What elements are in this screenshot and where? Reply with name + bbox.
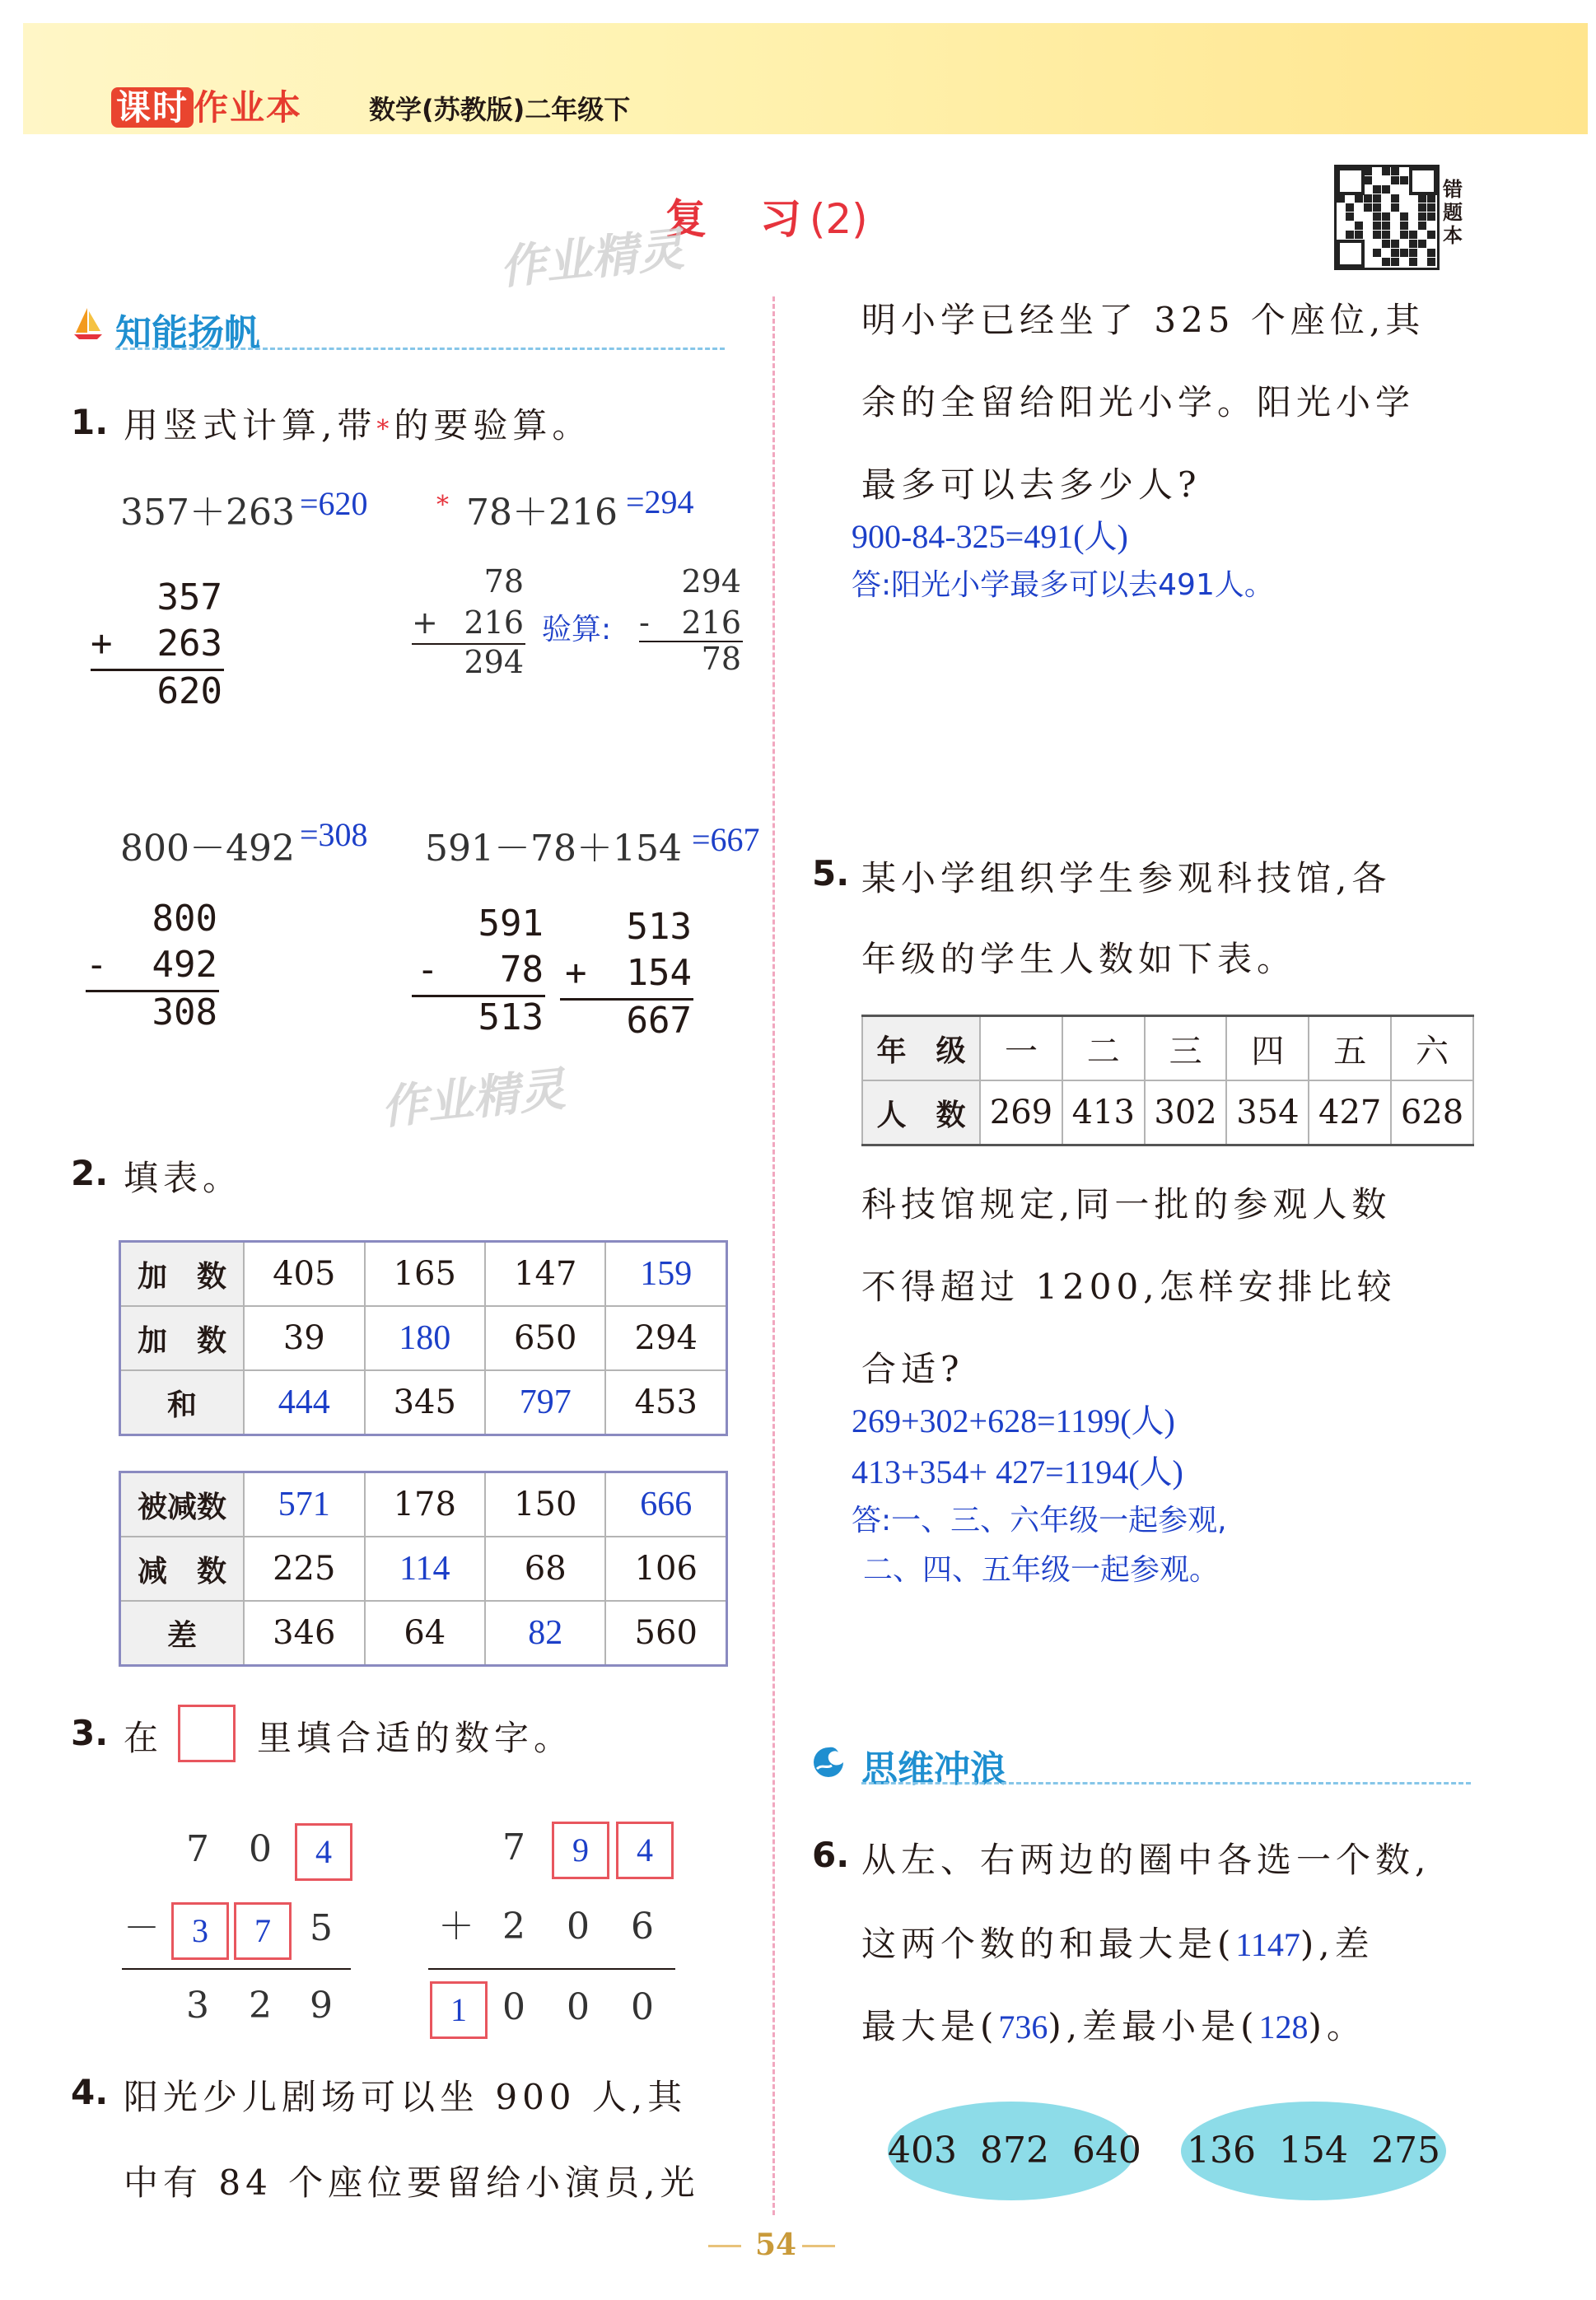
row-header: 加 数 (120, 1242, 245, 1307)
table-cell: 147 (485, 1242, 605, 1307)
blank-box-icon (178, 1705, 236, 1762)
vertical-operator: - (86, 944, 108, 986)
calc-line (428, 1968, 675, 1970)
wave-icon (810, 1744, 847, 1780)
table-cell: 三 (1145, 1016, 1227, 1081)
vertical-result: 667 (626, 1000, 692, 1042)
digit: － (124, 1907, 160, 1949)
table-cell: 159 (605, 1242, 726, 1307)
table-cell: 302 (1145, 1080, 1227, 1145)
page-number-dash (802, 2245, 835, 2247)
table-cell: 427 (1309, 1080, 1391, 1145)
answer: 128 (1258, 2008, 1309, 2046)
blank-box[interactable]: 1 (430, 1981, 488, 2039)
table-cell: 165 (365, 1242, 485, 1307)
table-cell: 797 (485, 1370, 605, 1435)
answer-sentence: 答:一、三、六年级一起参观, (852, 1504, 1227, 1537)
question-number: 1. (71, 402, 109, 442)
answer-equation: 269+302+628=1199(人) (852, 1402, 1175, 1439)
vertical-top: 294 (681, 563, 741, 599)
row-header: 加 数 (120, 1306, 245, 1370)
question-number: 5. (812, 853, 850, 893)
table-row (120, 1306, 727, 1370)
table-row (120, 1242, 727, 1307)
section-heading: 思维冲浪 (861, 1748, 1006, 1790)
table-cell: 453 (605, 1370, 726, 1435)
question-number: 4. (71, 2072, 109, 2112)
vertical-operator: - (417, 949, 439, 991)
qr-code-icon[interactable] (1334, 165, 1440, 270)
table-row (120, 1472, 727, 1537)
table-cell: 413 (1062, 1080, 1145, 1145)
digit: 5 (310, 1907, 333, 1949)
expression: 800－492 (120, 828, 295, 870)
page-title: 复 习(2) (665, 195, 868, 243)
table-cell: 64 (365, 1601, 485, 1666)
table-cell: 五 (1309, 1016, 1391, 1081)
blank-box[interactable]: 3 (171, 1902, 229, 1960)
table-cell: 一 (980, 1016, 1062, 1081)
vertical-top: 800 (152, 898, 217, 940)
table-cell: 666 (605, 1472, 726, 1537)
text-line: 明小学已经坐了 325 个座位,其 (861, 300, 1426, 340)
table-row (120, 1601, 727, 1666)
text-line: 科技馆规定,同一批的参观人数 (861, 1184, 1392, 1225)
table-cell: 405 (244, 1242, 364, 1307)
text-line: 中有 84 个座位要留给小演员,光 (124, 2162, 700, 2203)
text-line: 年级的学生人数如下表。 (861, 939, 1297, 979)
answer: =667 (692, 821, 760, 858)
table-cell: 114 (365, 1537, 485, 1601)
table-cell: 二 (1062, 1016, 1145, 1081)
text-line: 不得超过 1200,怎样安排比较 (861, 1267, 1397, 1307)
vertical-result: 620 (156, 670, 222, 712)
question-number: 3. (71, 1713, 109, 1753)
table-cell: 178 (365, 1472, 485, 1537)
star-icon: * (436, 491, 449, 520)
digit: 0 (249, 1828, 272, 1870)
star-icon: * (376, 415, 394, 444)
question-number: 2. (71, 1153, 109, 1193)
row-header: 差 (120, 1601, 245, 1666)
vertical-bottom: 492 (152, 944, 217, 986)
table-cell: 六 (1391, 1016, 1473, 1081)
text-line: 最多可以去多少人? (861, 464, 1202, 505)
table-row (120, 1537, 727, 1601)
vertical-top: 513 (626, 906, 692, 948)
table-cell: 39 (244, 1306, 364, 1370)
table-row (862, 1016, 1473, 1081)
vertical-operator: - (639, 604, 650, 641)
question-prompt: 用竖式计算,带*的要验算。 (124, 405, 592, 446)
table-cell: 225 (244, 1537, 364, 1601)
expression: 78＋216 (466, 492, 618, 534)
calc-line (122, 1968, 351, 1970)
text-line: 合适? (861, 1349, 964, 1389)
table-cell: 628 (1391, 1080, 1473, 1145)
vertical-result: 513 (478, 996, 544, 1038)
table-cell: 68 (485, 1537, 605, 1601)
digit: ＋ (438, 1906, 474, 1948)
section-heading: 知能扬帆 (115, 312, 260, 354)
addition-table (119, 1240, 728, 1436)
table-cell: 82 (485, 1601, 605, 1666)
digit: 0 (631, 1986, 654, 2028)
vertical-operator: + (91, 623, 113, 665)
brand-icon: 课时 (111, 87, 194, 128)
table-cell: 560 (605, 1601, 726, 1666)
blank-box[interactable]: 9 (552, 1822, 609, 1879)
section-underline (861, 1782, 1471, 1784)
digit: 6 (631, 1906, 654, 1948)
row-header: 被减数 (120, 1472, 245, 1537)
section-underline (115, 348, 725, 350)
expression: 591－78＋154 (425, 828, 682, 870)
table-row (862, 1080, 1473, 1145)
blank-box[interactable]: 7 (234, 1902, 292, 1960)
brand-text: 作业本 (194, 87, 303, 128)
question-number: 6. (812, 1835, 850, 1875)
answer: =620 (300, 485, 368, 522)
answer-sentence: 二、四、五年级一起参观。 (863, 1553, 1220, 1587)
brand-logo (111, 81, 302, 130)
left-number-oval: 403 872 640 (888, 2102, 1135, 2200)
table-cell: 354 (1226, 1080, 1309, 1145)
page-number-dash (708, 2245, 741, 2247)
text-line: 余的全留给阳光小学。阳光小学 (861, 382, 1416, 422)
watermark: 作业精灵 (497, 222, 687, 296)
grade-count-table (861, 1015, 1474, 1146)
check-label: 验算: (542, 613, 612, 646)
table-cell: 571 (244, 1472, 364, 1537)
vertical-bottom: 216 (464, 604, 524, 641)
vertical-top: 78 (483, 563, 524, 599)
vertical-top: 591 (478, 903, 544, 945)
table-cell: 269 (980, 1080, 1062, 1145)
answer: 1147 (1235, 1926, 1300, 1963)
table-cell: 四 (1226, 1016, 1309, 1081)
vertical-bottom: 154 (626, 952, 692, 994)
digit: 7 (502, 1826, 525, 1868)
answer: 736 (998, 2008, 1048, 2046)
column-divider (772, 296, 775, 2215)
text-line: 从左、右两边的圈中各选一个数, (861, 1840, 1431, 1880)
vertical-result: 308 (152, 991, 217, 1033)
vertical-bottom: 216 (681, 604, 741, 641)
question-prompt-b: 里填合适的数字。 (257, 1718, 574, 1758)
table-cell: 650 (485, 1306, 605, 1370)
blank-box[interactable]: 4 (616, 1822, 674, 1879)
digit: 7 (186, 1828, 209, 1870)
digit: 0 (502, 1986, 525, 2028)
table-cell: 444 (244, 1370, 364, 1435)
digit: 2 (502, 1906, 525, 1948)
vertical-operator: + (565, 952, 587, 994)
table-cell: 346 (244, 1601, 364, 1666)
table-cell: 180 (365, 1306, 485, 1370)
subtraction-table (119, 1471, 728, 1667)
row-header: 减 数 (120, 1537, 245, 1601)
answer-sentence: 答:阳光小学最多可以去491人。 (852, 568, 1274, 602)
table-row (120, 1370, 727, 1435)
digit: 2 (249, 1985, 272, 2027)
watermark: 作业精灵 (378, 1062, 568, 1136)
vertical-bottom: 263 (156, 623, 222, 665)
expression: 357＋263 (120, 492, 295, 534)
blank-box[interactable]: 4 (295, 1823, 352, 1881)
vertical-result: 294 (464, 644, 524, 680)
table-cell: 106 (605, 1537, 726, 1601)
text-line: 这两个数的和最大是(1147),差 (861, 1924, 1374, 1964)
vertical-result: 78 (701, 641, 741, 677)
digit: 3 (186, 1985, 209, 2027)
digit: 9 (310, 1985, 333, 2027)
answer-equation: 413+354+ 427=1194(人) (852, 1453, 1183, 1491)
answer: =294 (626, 483, 694, 520)
vertical-operator: + (412, 604, 438, 641)
answer: =308 (300, 816, 368, 853)
text-line: 最大是(736),差最小是(128)。 (861, 2006, 1366, 2046)
table-cell: 150 (485, 1472, 605, 1537)
row-header: 年 级 (862, 1016, 980, 1081)
digit: 0 (567, 1986, 590, 2028)
page-number: 54 (755, 2228, 797, 2262)
vertical-bottom: 78 (500, 949, 544, 991)
table-cell: 345 (365, 1370, 485, 1435)
digit: 0 (567, 1906, 590, 1948)
subject-label: 数学(苏教版)二年级下 (369, 94, 631, 125)
row-header: 人 数 (862, 1080, 980, 1145)
question-prompt: 填表。 (124, 1158, 243, 1198)
right-number-oval: 136 154 275 (1181, 2102, 1446, 2200)
sail-icon (72, 306, 104, 341)
row-header: 和 (120, 1370, 245, 1435)
text-line: 阳光少儿剧场可以坐 900 人,其 (124, 2077, 688, 2117)
answer-equation: 900-84-325=491(人) (852, 518, 1128, 555)
vertical-top: 357 (156, 576, 222, 618)
text-line: 某小学组织学生参观科技馆,各 (861, 858, 1392, 898)
table-cell: 294 (605, 1306, 726, 1370)
question-prompt-a: 在 (124, 1718, 164, 1758)
qr-label: 错题本 (1443, 178, 1463, 247)
